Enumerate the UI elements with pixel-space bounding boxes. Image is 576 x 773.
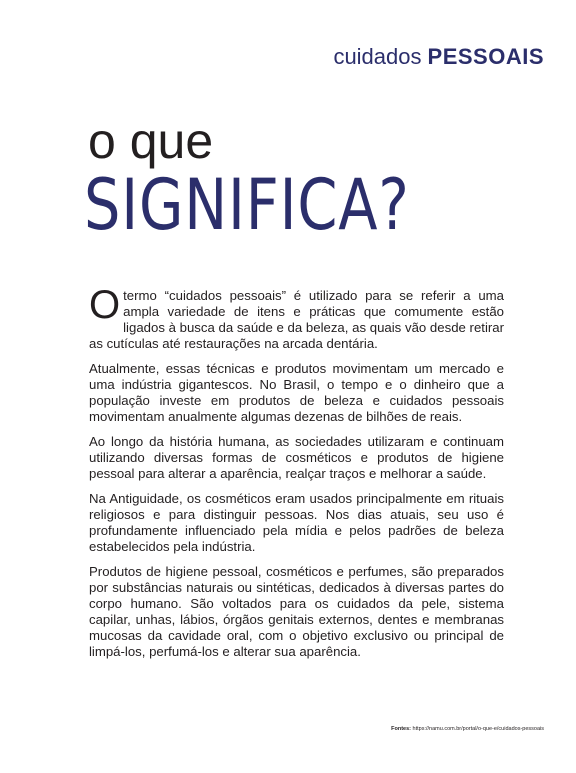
section-header-light: cuidados [333,44,422,69]
section-header-bold: PESSOAIS [427,44,544,69]
paragraph-1 [89,283,504,352]
section-header [333,44,544,70]
article-body [89,283,504,669]
title-line-2: SIGNIFICA? [84,164,410,246]
source-note [391,726,544,732]
paragraph-3: Ao longo da história humana, as sociedades utilizaram e continuam utilizando diversas formas de cosméticos e produtos de higiene pessoal para alterar a aparência, realçar traços e melhorar a saúde. [89,434,504,481]
paragraph-4: Na Antiguidade, os cosméticos eram usados principalmente em rituais religiosos e para distinguir pessoas. Nos dias atuais, seu uso é profundamente influenciado pela mídia e pelos padrões de beleza estabelecidos pela indústria. [89,491,504,554]
drop-cap: O [89,283,121,327]
source-label: Fontes: [391,726,411,732]
paragraph-2: Atualmente, essas técnicas e produtos movimentam um mercado e uma indústria gigantescos. No Brasil, o tempo e o dinheiro que a população investe em produtos de beleza e cuidados pessoais movimentam anualmente algumas dezenas de bilhões de reais. [89,361,504,424]
title-line-1: o que [88,113,214,169]
paragraph-1-text: termo “cuidados pessoais” é utilizado para se referir a uma ampla variedade de itens e práticas que comumente estão ligados à busca da saúde e da beleza, as quais vão desde retirar as cutículas até restaurações na arcada dentária. [89,288,504,351]
source-url: https://namu.com.br/portal/o-que-e/cuidados-pessoais [411,726,544,732]
paragraph-5: Produtos de higiene pessoal, cosméticos e perfumes, são preparados por substâncias naturais ou sintéticas, dedicados à diversas partes do corpo humano. São voltados para os cuidados da pele, sistema capilar, unhas, lábios, órgãos genitais externos, dentes e membranas mucosas da cavidade oral, com o objetivo exclusivo ou principal de limpá-los, perfumá-los e alterar sua aparência. [89,564,504,659]
